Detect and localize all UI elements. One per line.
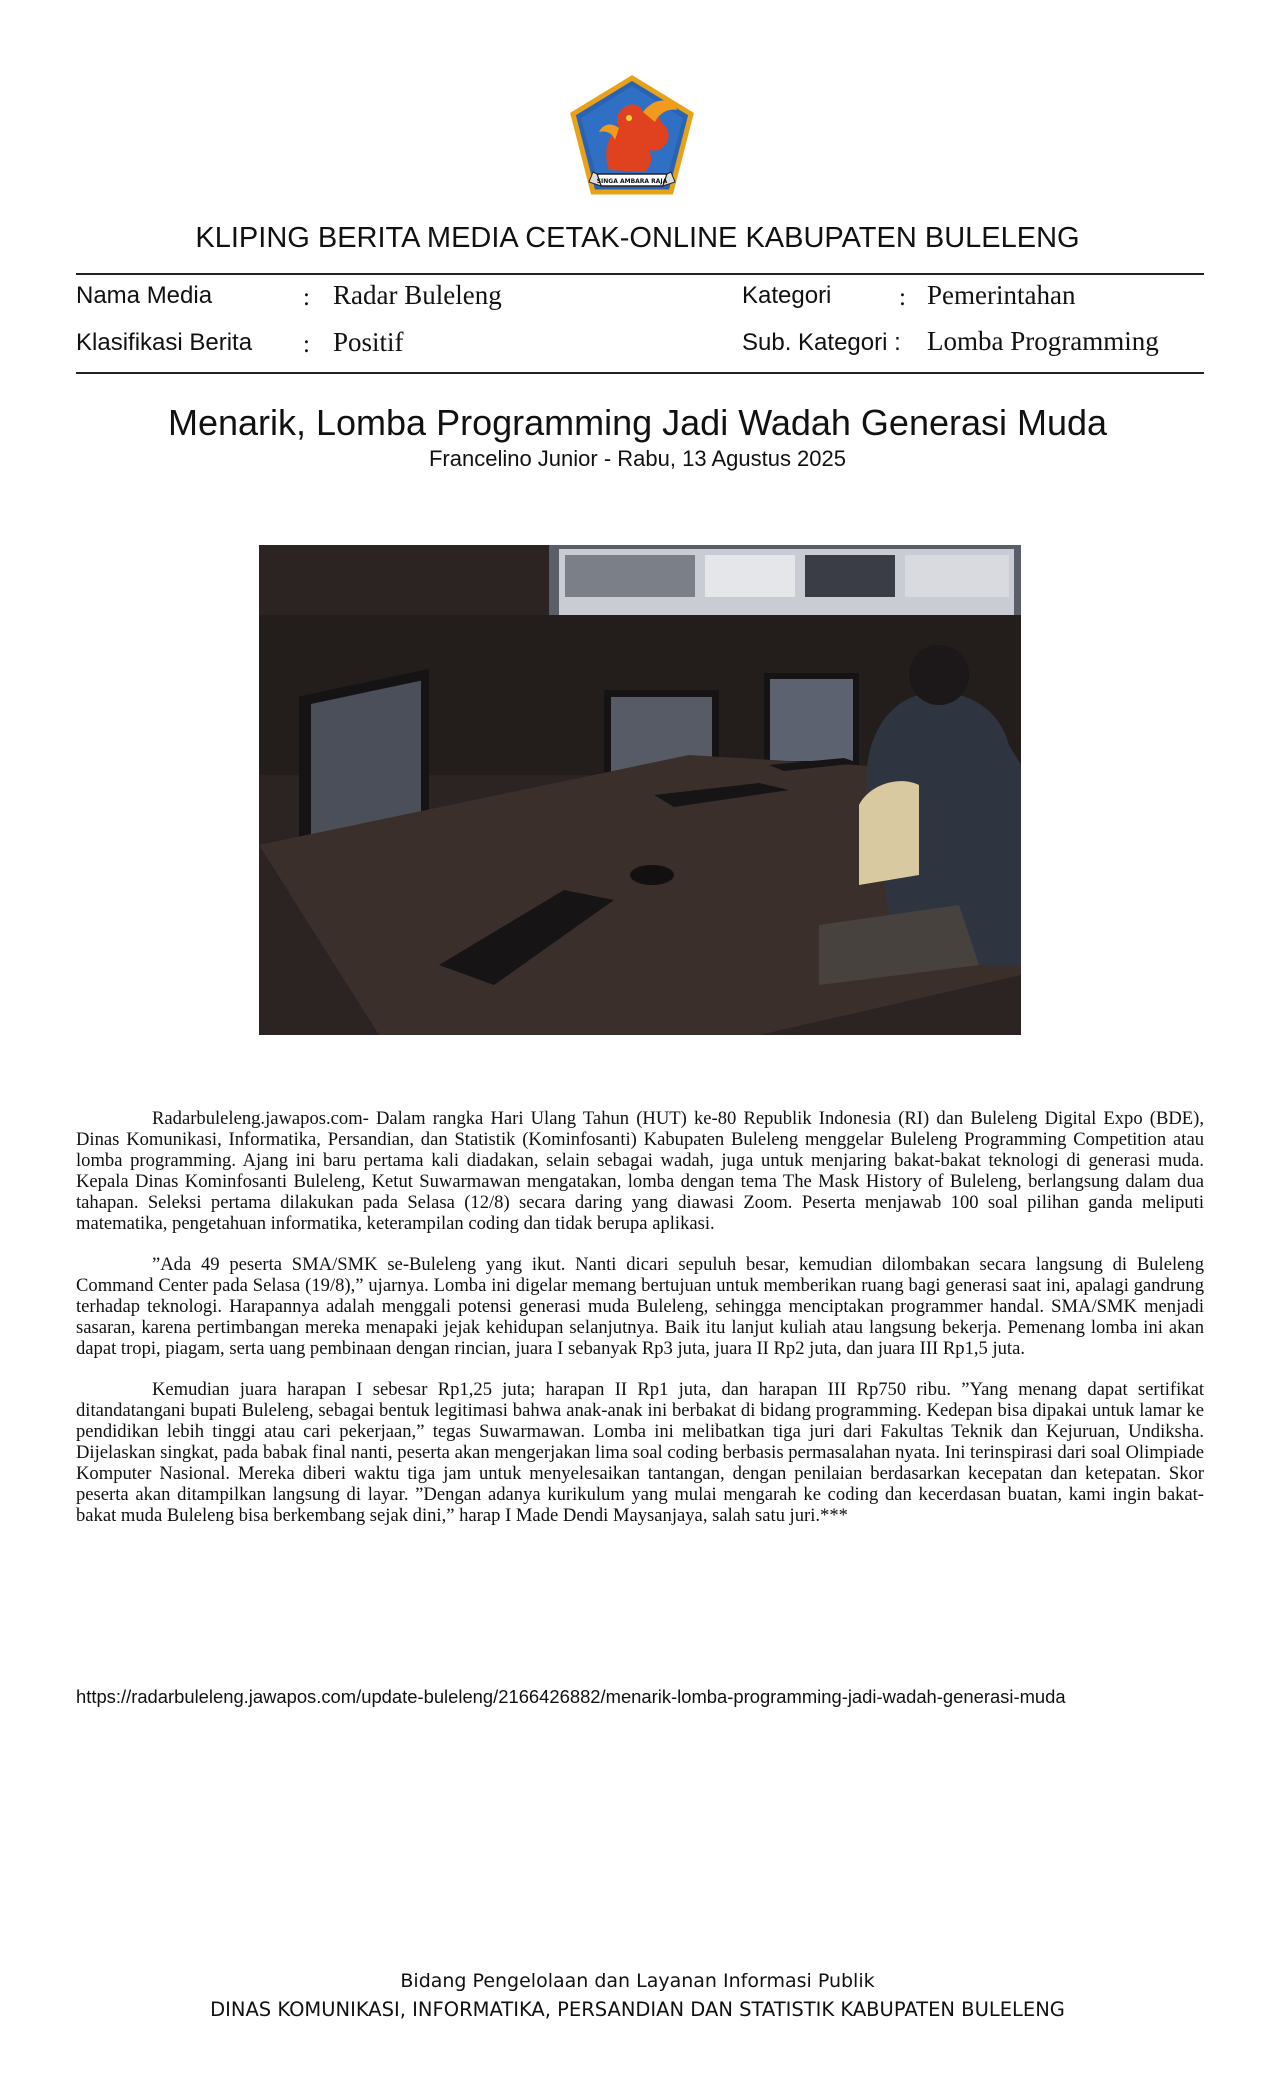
footer-agency: DINAS KOMUNIKASI, INFORMATIKA, PERSANDIAN DAN STATISTIK KABUPATEN BULELENG bbox=[210, 1998, 1065, 2021]
kategori-colon: : bbox=[899, 284, 906, 311]
crest-ribbon-text: SINGA AMBARA RAJA bbox=[596, 178, 668, 185]
media-value: Radar Buleleng bbox=[333, 280, 502, 310]
kategori-value: Pemerintahan bbox=[927, 280, 1076, 310]
header-divider-bottom bbox=[76, 372, 1204, 374]
klasifikasi-label: Klasifikasi Berita bbox=[76, 329, 253, 356]
media-label: Nama Media bbox=[76, 282, 213, 309]
footer-department: Bidang Pengelolaan dan Layanan Informasi Publik bbox=[400, 1970, 875, 1992]
header-divider-top bbox=[76, 273, 1204, 275]
klasifikasi-value: Positif bbox=[333, 327, 404, 357]
media-colon: : bbox=[303, 284, 310, 311]
article-paragraph-2: ”Ada 49 peserta SMA/SMK se-Buleleng yang ikut. Nanti dicari sepuluh besar, kemudian dilombakan secara langsung di Buleleng Command Center pada Selasa (19/8),” ujarnya. Lomba ini digelar memang bertujuan untuk memberikan ruang bagi generasi saat ini, apalagi gandrung terhadap teknologi. Harapannya adalah menggali potensi generasi muda Buleleng, sehingga menciptakan programmer handal. SMA/SMK menjadi sasaran, karena pertimbangan mereka menapaki jejak kehidupan selanjutnya. Baik itu lanjut kuliah atau langsung bekerja. Pemenang lomba ini akan dapat tropi, piagam, serta uang pembinaan dengan rincian, juara I sebanyak Rp3 juta, juara II Rp2 juta, dan juara III Rp1,5 juta. bbox=[76, 1254, 1204, 1359]
sub-kategori-value: Lomba Programming bbox=[927, 326, 1159, 356]
article-body bbox=[76, 1108, 1204, 1546]
article-paragraph-3: Kemudian juara harapan I sebesar Rp1,25 juta; harapan II Rp1 juta, dan harapan III Rp750 ribu. ”Yang menang dapat sertifikat ditandatangani bupati Buleleng, sebagai bentuk legitimasi bahwa anak-anak ini berbakat di bidang programming. Kedepan bisa dipakai untuk lamar ke pendidikan lebih tinggi atau cari pekerjaan,” tegas Suwarmawan. Lomba ini melibatkan tiga juri dari Fakultas Teknik dan Kejuruan, Undiksha. Dijelaskan singkat, pada babak final nanti, peserta akan mengerjakan lima soal coding berbasis permasalahan nyata. Ini terinspirasi dari soal Olimpiade Komputer Nasional. Mereka diberi waktu tiga jam untuk menyelesaikan tantangan, dengan penilaian berdasarkan kecepatan dan ketepatan. Skor peserta akan ditampilkan langsung di layar. ”Dengan adanya kurikulum yang mulai mengarah ke coding dan kecerdasan buatan, kami ingin bakat-bakat muda Buleleng bisa berkembang sejak dini,” harap I Made Dendi Maysanjaya, salah satu juri.*** bbox=[76, 1379, 1204, 1526]
article-paragraph-1: Radarbuleleng.jawapos.com- Dalam rangka Hari Ulang Tahun (HUT) ke-80 Republik Indonesia (RI) dan Buleleng Digital Expo (BDE), Dinas Komunikasi, Informatika, Persandian, dan Statistik (Kominfosanti) Kabupaten Buleleng menggelar Buleleng Programming Competition atau lomba programming. Ajang ini baru pertama kali diadakan, selain sebagai wadah, juga untuk menjaring bakat-bakat teknologi di generasi muda. Kepala Dinas Kominfosanti Buleleng, Ketut Suwarmawan mengatakan, lomba dengan tema The Mask History of Buleleng, berlangsung dalam dua tahapan. Seleksi pertama dilakukan pada Selasa (12/8) secara daring yang diawasi Zoom. Peserta menjawab 100 soal pilihan ganda meliputi matematika, pengetahuan informatika, keterampilan coding dan tidak berupa aplikasi. bbox=[76, 1108, 1204, 1234]
sub-kategori-label: Sub. Kategori : bbox=[742, 329, 901, 356]
kategori-label: Kategori bbox=[742, 282, 832, 309]
document-title: KLIPING BERITA MEDIA CETAK-ONLINE KABUPATEN BULELENG bbox=[195, 222, 1080, 254]
computer-lab-photo bbox=[259, 545, 1021, 1035]
article-byline: Francelino Junior - Rabu, 13 Agustus 2025 bbox=[428, 446, 847, 471]
source-url: https://radarbuleleng.jawapos.com/update-buleleng/2166426882/menarik-lomba-programming-jadi-wadah-generasi-muda bbox=[76, 1686, 1066, 1707]
singa-ambara-raja-crest-icon bbox=[563, 74, 701, 202]
article-headline: Menarik, Lomba Programming Jadi Wadah Generasi Muda bbox=[167, 402, 1108, 443]
klasifikasi-colon: : bbox=[303, 331, 310, 358]
